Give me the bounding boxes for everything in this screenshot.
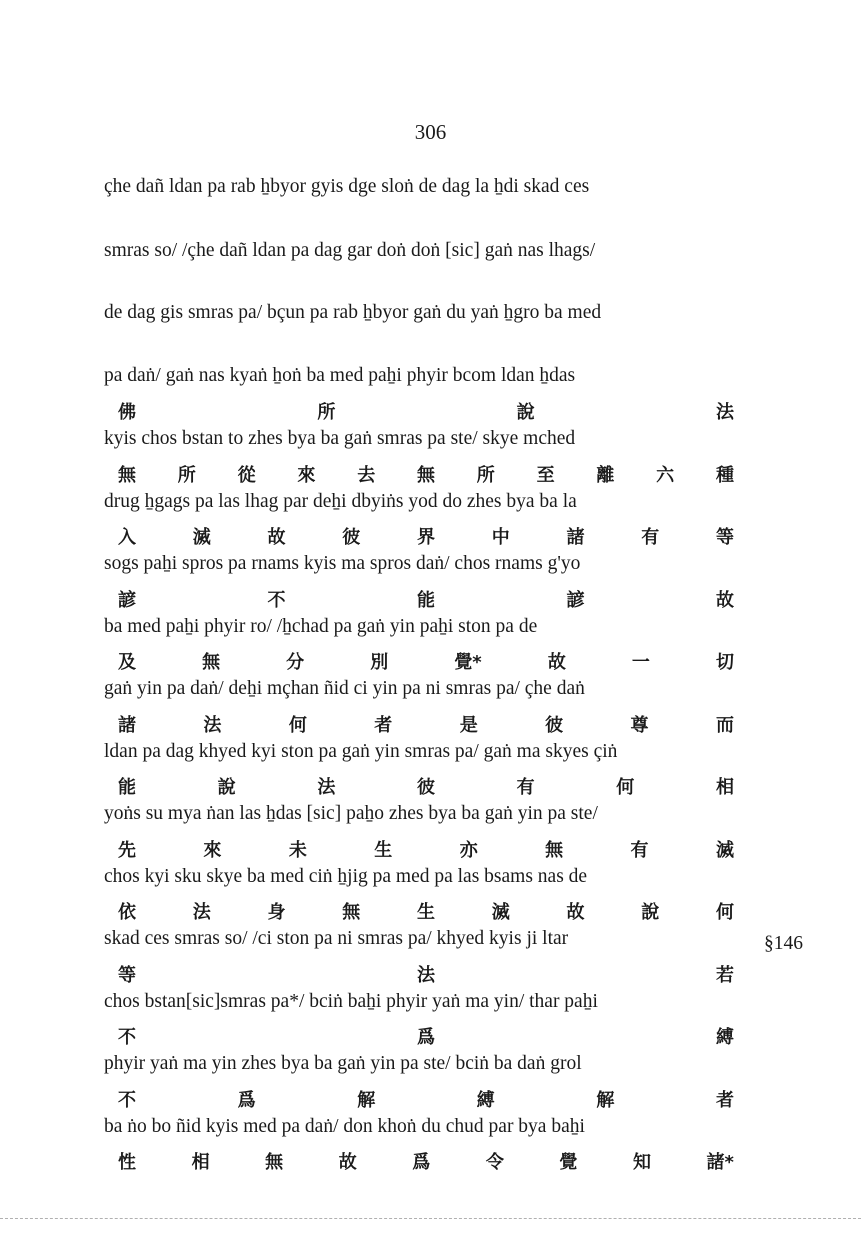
- chinese-character: 諸: [566, 527, 585, 548]
- chinese-character: 切: [715, 652, 734, 673]
- tibetan-line: skad ces smras so/ /ci ston pa ni smras pa/ khyed kyis ji ltar: [104, 928, 569, 949]
- tibetan-line: chos bstan[sic]smras pa*/ bciṅ baẖi phyir yaṅ ma yin/ thar paẖi: [104, 990, 598, 1012]
- chinese-gloss-line: [118, 523, 734, 549]
- chinese-character: 無: [545, 839, 564, 861]
- chinese-character: 法: [192, 902, 211, 923]
- chinese-character: 彼: [342, 527, 361, 548]
- chinese-character: 不: [118, 1089, 136, 1111]
- chinese-character: 等: [716, 527, 734, 548]
- tibetan-line: drug ẖgags pa las lhag par deẖi dbyiṅs yod do zhes bya ba la: [104, 490, 577, 512]
- chinese-character: 有: [641, 527, 660, 548]
- chinese-character: 法: [203, 714, 222, 736]
- chinese-character: 性: [118, 1152, 136, 1173]
- chinese-character: 諸: [118, 714, 136, 736]
- chinese-character: 知: [632, 1152, 651, 1173]
- chinese-character: 無: [342, 902, 361, 923]
- chinese-character: 來: [203, 839, 222, 861]
- chinese-gloss-line: [118, 1086, 734, 1112]
- page-number: 306: [414, 120, 447, 144]
- chinese-gloss-line: [118, 586, 734, 612]
- chinese-character: 諺: [118, 589, 136, 611]
- chinese-character: 身: [267, 902, 286, 923]
- chinese-gloss-line: [118, 398, 734, 424]
- chinese-character: 說: [641, 902, 660, 923]
- chinese-character: 尊: [630, 714, 649, 736]
- chinese-character: 者: [374, 714, 393, 736]
- chinese-gloss-line: [118, 961, 734, 987]
- chinese-character: 爲: [237, 1089, 256, 1111]
- chinese-character: 所: [317, 402, 336, 423]
- chinese-gloss-line: [118, 1148, 734, 1174]
- chinese-character: 覺: [559, 1152, 578, 1173]
- chinese-character: 無: [416, 464, 435, 486]
- chinese-character: 解: [357, 1089, 376, 1111]
- chinese-character: 未: [288, 839, 307, 861]
- chinese-character: 故: [716, 589, 734, 611]
- chinese-gloss-line: [118, 1023, 734, 1049]
- chinese-gloss-line: [118, 648, 734, 674]
- tibetan-line: de dag gis smras pa/ bçun pa rab ẖbyor gaṅ du yaṅ ẖgro ba med: [104, 302, 602, 323]
- chinese-character: 離: [596, 464, 615, 486]
- chinese-character: 生: [374, 839, 393, 861]
- chinese-character: 分: [286, 652, 305, 673]
- chinese-character: 滅: [192, 527, 211, 548]
- tibetan-line: ba ṅo bo ñid kyis med pa daṅ/ don khoṅ du chud par bya baẖi: [104, 1115, 585, 1137]
- chinese-gloss-line: [118, 711, 734, 737]
- tibetan-line: smras so/ /çhe dañ ldan pa dag gar doṅ doṅ [sic] gaṅ nas lhags/: [104, 240, 596, 261]
- chinese-character: 是: [459, 714, 478, 736]
- chinese-character: 說: [217, 777, 236, 798]
- tibetan-line: pa daṅ/ gaṅ nas kyaṅ ẖoṅ ba med paẖi phyir bcom ldan ẖdas: [104, 365, 576, 386]
- chinese-character: 依: [118, 902, 136, 923]
- tibetan-line: yoṅs su mya ṅan las ẖdas [sic] paẖo zhes bya ba gaṅ yin pa ste/: [104, 803, 598, 824]
- section-marker: §146: [764, 933, 803, 954]
- chinese-character: 相: [715, 777, 734, 798]
- tibetan-line: gaṅ yin pa daṅ/ deẖi mçhan ñid ci yin pa ni smras pa/ çhe daṅ: [104, 678, 585, 699]
- chinese-character: 不: [267, 589, 286, 611]
- chinese-character: 法: [715, 402, 734, 423]
- chinese-character: 爲: [417, 1027, 435, 1048]
- chinese-character: 令: [485, 1152, 504, 1173]
- chinese-character: 諺: [566, 589, 585, 611]
- chinese-character: 故: [566, 902, 585, 923]
- chinese-gloss-line: [118, 461, 734, 487]
- chinese-character: 來: [297, 464, 316, 486]
- chinese-character: 而: [715, 714, 734, 736]
- chinese-character: 從: [237, 464, 256, 486]
- chinese-character: 彼: [416, 777, 435, 798]
- chinese-character: 有: [516, 777, 535, 798]
- chinese-character: 無: [118, 464, 136, 486]
- chinese-character: 入: [118, 527, 136, 548]
- chinese-character: 有: [630, 839, 649, 861]
- chinese-character: 先: [118, 839, 136, 861]
- chinese-character: 六: [656, 464, 675, 486]
- chinese-character: 能: [118, 777, 136, 798]
- tibetan-line: sogs paẖi spros pa rnams kyis ma spros daṅ/ chos rnams g'yo: [104, 553, 581, 574]
- chinese-character: 彼: [545, 714, 564, 736]
- chinese-character: 何: [288, 714, 307, 736]
- chinese-character: 何: [716, 902, 734, 923]
- chinese-character: 諸*: [706, 1152, 734, 1173]
- tibetan-line: çhe dañ ldan pa rab ẖbyor gyis dge sloṅ de dag la ẖdi skad ces: [104, 176, 590, 197]
- chinese-character: 所: [476, 464, 495, 486]
- footer-rule: [0, 1218, 861, 1219]
- chinese-character: 一: [631, 652, 650, 673]
- chinese-character: 至: [536, 464, 555, 486]
- tibetan-line: kyis chos bstan to zhes bya ba gaṅ smras pa ste/ skye mched: [104, 428, 576, 449]
- chinese-character: 若: [716, 964, 734, 986]
- chinese-gloss-line: [118, 773, 734, 799]
- chinese-character: 中: [491, 527, 510, 548]
- chinese-character: 種: [715, 464, 734, 486]
- chinese-character: 覺*: [454, 652, 482, 673]
- chinese-character: 故: [338, 1152, 357, 1173]
- chinese-character: 生: [417, 902, 435, 923]
- chinese-character: 所: [177, 464, 196, 486]
- chinese-character: 相: [191, 1152, 210, 1173]
- chinese-character: 者: [715, 1089, 734, 1111]
- chinese-character: 故: [267, 527, 286, 548]
- chinese-character: 滅: [491, 902, 510, 923]
- tibetan-line: ldan pa dag khyed kyi ston pa gaṅ yin smras pa/ gaṅ ma skyes çiṅ: [104, 740, 618, 762]
- chinese-gloss-line: [118, 836, 734, 862]
- chinese-character: 滅: [715, 839, 734, 861]
- chinese-character: 故: [547, 652, 566, 673]
- chinese-character: 縛: [716, 1027, 734, 1048]
- tibetan-line: phyir yaṅ ma yin zhes bya ba gaṅ yin pa ste/ bciṅ ba daṅ grol: [104, 1053, 582, 1074]
- chinese-character: 法: [417, 964, 435, 986]
- chinese-gloss-line: [118, 898, 734, 924]
- chinese-character: 及: [118, 652, 136, 673]
- chinese-character: 爲: [412, 1152, 431, 1173]
- chinese-character: 無: [202, 652, 221, 673]
- chinese-character: 何: [616, 777, 635, 798]
- chinese-character: 縛: [476, 1089, 495, 1111]
- tibetan-line: chos kyi sku skye ba med ciṅ ẖjig pa med pa las bsams nas de: [104, 865, 588, 887]
- chinese-character: 無: [265, 1152, 284, 1173]
- chinese-character: 亦: [459, 839, 478, 861]
- chinese-character: 等: [118, 964, 136, 986]
- chinese-character: 別: [370, 652, 389, 673]
- chinese-character: 佛: [118, 402, 136, 423]
- chinese-character: 說: [516, 402, 535, 423]
- tibetan-line: ba med paẖi phyir ro/ /ẖchad pa gaṅ yin paẖi ston pa de: [104, 615, 538, 637]
- chinese-character: 不: [118, 1027, 136, 1048]
- chinese-character: 法: [317, 777, 336, 798]
- chinese-character: 去: [357, 464, 376, 486]
- chinese-character: 能: [417, 589, 435, 611]
- chinese-character: 界: [417, 527, 435, 548]
- chinese-character: 解: [596, 1089, 615, 1111]
